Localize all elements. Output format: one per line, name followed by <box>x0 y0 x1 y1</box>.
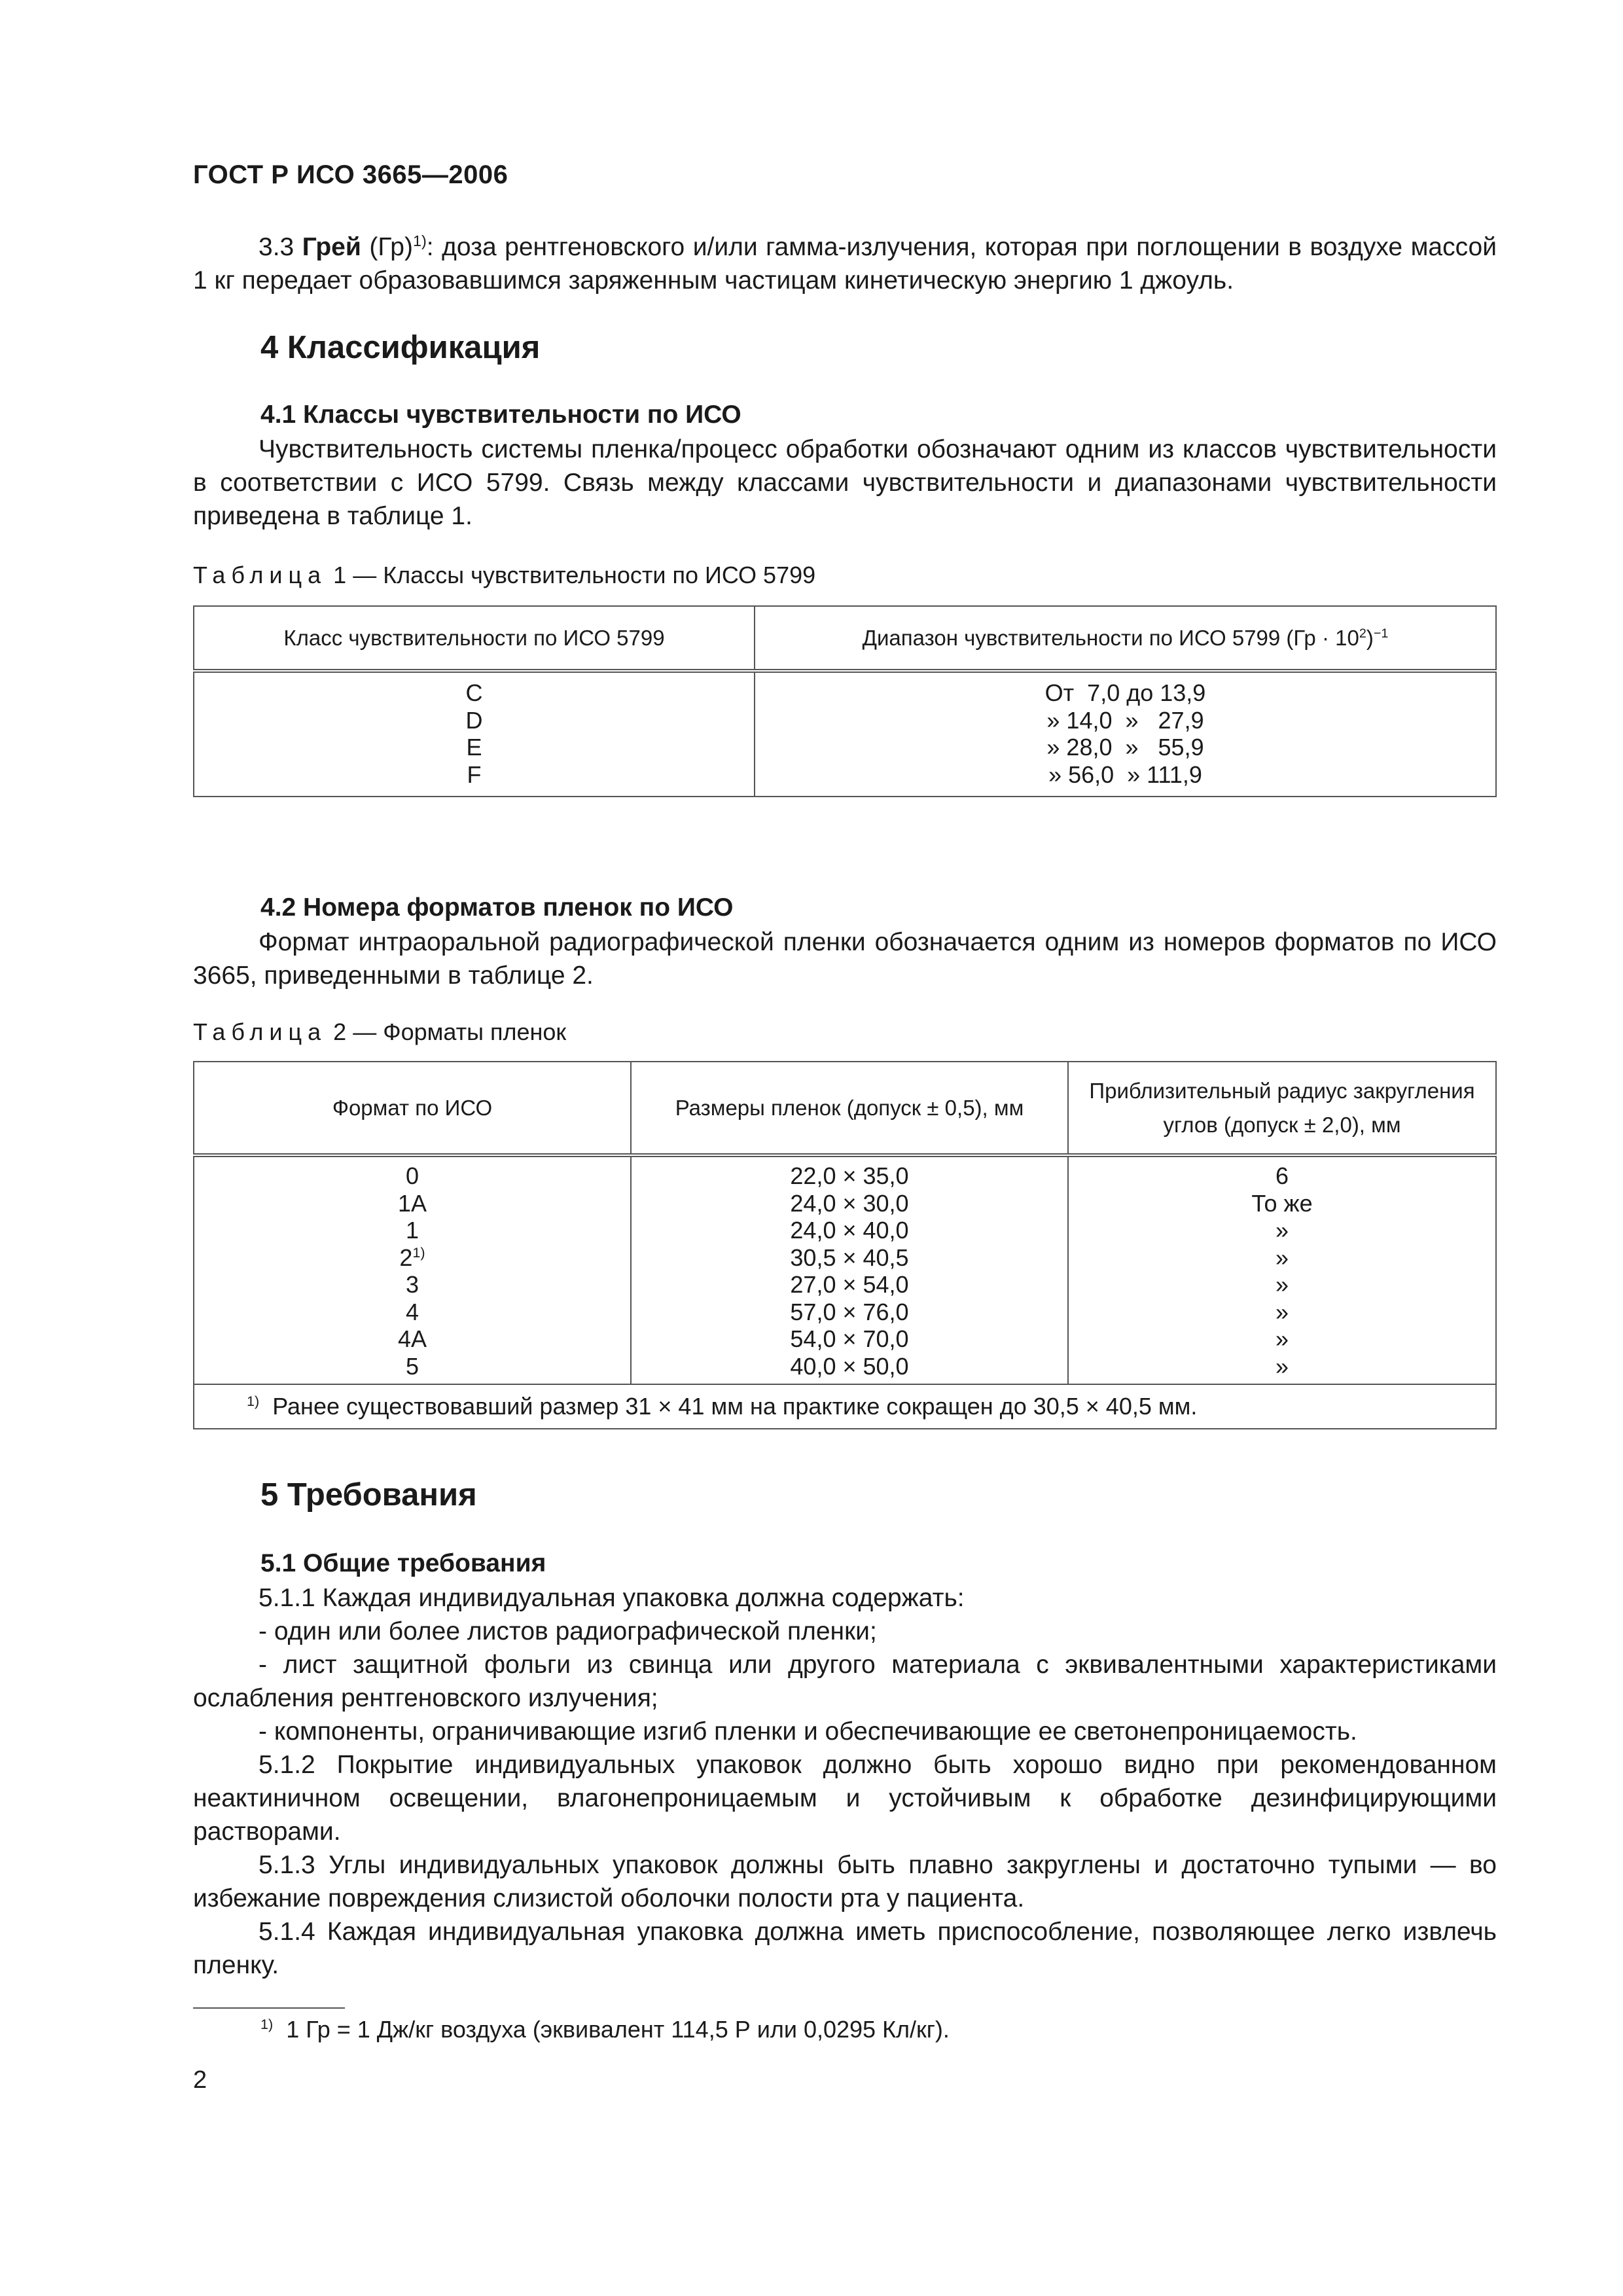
table-header-row <box>194 606 1496 671</box>
paragraph-4-1: Чувствительность системы пленка/процесс обработки обозначают одним из классов чувствительности в соответствии с ИСО 5799. Связь между классами чувствительности и диапазонами чувствительности приведена в таблице 1. <box>193 435 1497 530</box>
table-2 <box>193 1061 1497 1429</box>
table-header-class: Класс чувствительности по ИСО 5799 <box>194 606 755 671</box>
header-sup: −1 <box>1373 626 1389 641</box>
format-cell <box>194 1162 630 1190</box>
header-text: Диапазон чувствительности по ИСО 5799 (Гр · 10 <box>862 625 1359 650</box>
header-line: Приблизительный радиус закругления <box>1089 1078 1475 1103</box>
class-column <box>194 671 755 797</box>
paragraph-5-1-2: 5.1.2 Покрытие индивидуальных упаковок должно быть хорошо видно при рекомендованном неактиничном освещении, влагонепроницаемым и устойчивым к обработке дезинфицирующими растворами. <box>193 1751 1497 1846</box>
format-value: 3 <box>405 1271 419 1298</box>
table-2-caption <box>193 1018 566 1046</box>
format-value: 2 <box>399 1244 413 1271</box>
format-value: 4 <box>405 1298 419 1325</box>
caption-word: Таблица <box>193 562 327 588</box>
table-header-size: Размеры пленок (допуск ± 0,5), мм <box>631 1062 1068 1155</box>
format-value: 1 <box>405 1217 419 1244</box>
section-4-1-title: 4.1 Классы чувствительности по ИСО <box>260 401 741 429</box>
radius-cell: » <box>1275 1352 1289 1380</box>
paragraph-4-2: Формат интраоральной радиографической пленки обозначается одним из номеров форматов по ИСО 3665, приведенными в таблице 2. <box>193 928 1497 990</box>
page-footnote <box>260 2016 950 2043</box>
table-header-range <box>755 606 1496 671</box>
page-number: 2 <box>193 2066 207 2094</box>
size-column <box>631 1155 1068 1384</box>
radius-cell: » <box>1275 1325 1289 1352</box>
format-cell <box>194 1353 630 1380</box>
format-sup: 1) <box>412 1244 425 1261</box>
paragraph-5-1-1: 5.1.1 Каждая индивидуальная упаковка должна содержать: <box>259 1584 965 1612</box>
range-cell: » 14,0 » 27,9 <box>1046 706 1204 734</box>
format-cell <box>194 1325 630 1353</box>
radius-cell: То же <box>1251 1189 1313 1217</box>
paragraph-5-1-3: 5.1.3 Углы индивидуальных упаковок должны быть плавно закруглены и достаточно тупыми — во избежание повреждения слизистой оболочки полости рта у пациента. <box>193 1851 1497 1912</box>
clause-number: 3.3 <box>259 233 294 261</box>
format-value: 1A <box>397 1189 427 1217</box>
range-cell: » 56,0 » 111,9 <box>1048 761 1202 788</box>
paragraph-3-3 <box>193 230 1497 297</box>
section-4-title: 4 Классификация <box>260 330 541 365</box>
paragraph-5-1-4: 5.1.4 Каждая индивидуальная упаковка должна иметь приспособление, позволяющее легко извлечь пленку. <box>193 1918 1497 1979</box>
document-header: ГОСТ Р ИСО 3665—2006 <box>193 160 508 189</box>
radius-column <box>1068 1155 1496 1384</box>
size-cell: 24,0 × 30,0 <box>790 1189 909 1217</box>
format-cell <box>194 1299 630 1326</box>
section-5-title: 5 Требования <box>260 1477 477 1513</box>
section-5-1-title: 5.1 Общие требования <box>260 1549 546 1577</box>
header-sup: 2 <box>1359 626 1366 641</box>
list-item: - лист защитной фольги из свинца или другого материала с эквивалентными характеристиками ослабления рентгеновского излучения; <box>193 1651 1497 1712</box>
size-cell: 22,0 × 35,0 <box>790 1162 909 1189</box>
radius-cell: » <box>1275 1217 1289 1244</box>
class-cell: E <box>466 734 482 761</box>
table-row <box>194 671 1496 797</box>
format-value: 5 <box>405 1352 419 1380</box>
size-cell: 57,0 × 76,0 <box>790 1298 909 1325</box>
size-cell: 54,0 × 70,0 <box>790 1325 909 1352</box>
caption-rest: 2 — Форматы пленок <box>333 1018 567 1045</box>
header-text: ) <box>1366 625 1374 650</box>
section-4-2-title: 4.2 Номера форматов пленок по ИСО <box>260 893 734 922</box>
radius-cell: » <box>1275 1271 1289 1298</box>
term-gray: Грей <box>302 233 361 261</box>
table-footnote-row <box>194 1384 1496 1429</box>
size-cell: 27,0 × 54,0 <box>790 1271 909 1298</box>
radius-cell: » <box>1275 1298 1289 1325</box>
caption-rest: 1 — Классы чувствительности по ИСО 5799 <box>333 562 816 588</box>
table-1-caption <box>193 562 815 589</box>
footnote-mark: 1) <box>247 1393 260 1409</box>
footnote-separator <box>193 2007 345 2009</box>
list-item: - один или более листов радиографической пленки; <box>259 1617 877 1645</box>
section-3-3 <box>193 230 1497 297</box>
radius-cell: 6 <box>1275 1162 1289 1189</box>
table-header-radius <box>1068 1062 1496 1155</box>
class-cell: F <box>467 761 482 788</box>
radius-cell: » <box>1275 1244 1289 1271</box>
range-cell: От 7,0 до 13,9 <box>1044 679 1206 706</box>
size-cell: 40,0 × 50,0 <box>790 1352 909 1380</box>
table-1 <box>193 605 1497 797</box>
section-4-2-body <box>193 925 1497 992</box>
format-cell <box>194 1244 630 1272</box>
format-cell <box>194 1217 630 1244</box>
format-cell <box>194 1190 630 1217</box>
definition-text: : доза рентгеновского и/или гамма-излучения, которая при поглощении в воздухе массой 1 кг передает образовавшимся заряженным частицам кинетическую энергию 1 джоуль. <box>193 233 1497 295</box>
format-cell <box>194 1271 630 1299</box>
footnote-text: Ранее существовавший размер 31 × 41 мм на практике сокращен до 30,5 × 40,5 мм. <box>272 1393 1198 1420</box>
range-cell: » 28,0 » 55,9 <box>1046 734 1204 761</box>
class-cell: D <box>465 706 483 734</box>
caption-word: Таблица <box>193 1018 327 1045</box>
table-footnote <box>194 1384 1496 1429</box>
footnote-text: 1 Гр = 1 Дж/кг воздуха (эквивалент 114,5 Р или 0,0295 Кл/кг). <box>286 2016 950 2043</box>
section-4-1-body <box>193 433 1497 533</box>
list-item: - компоненты, ограничивающие изгиб пленки и обеспечивающие ее светонепроницаемость. <box>259 1717 1357 1746</box>
section-5-1-body <box>193 1581 1497 1982</box>
footnote-mark: 1) <box>260 2016 274 2032</box>
range-column <box>755 671 1496 797</box>
footnote-ref: 1) <box>412 232 427 249</box>
format-column <box>194 1155 631 1384</box>
format-value: 0 <box>405 1162 419 1189</box>
table-row <box>194 1155 1496 1384</box>
class-cell: C <box>465 679 483 706</box>
size-cell: 30,5 × 40,5 <box>790 1244 909 1271</box>
table-header-row <box>194 1062 1496 1155</box>
table-header-format: Формат по ИСО <box>194 1062 631 1155</box>
format-value: 4A <box>397 1325 427 1352</box>
header-line: углов (допуск ± 2,0), мм <box>1163 1112 1401 1137</box>
size-cell: 24,0 × 40,0 <box>790 1217 909 1244</box>
term-abbr: (Гр) <box>369 233 413 261</box>
